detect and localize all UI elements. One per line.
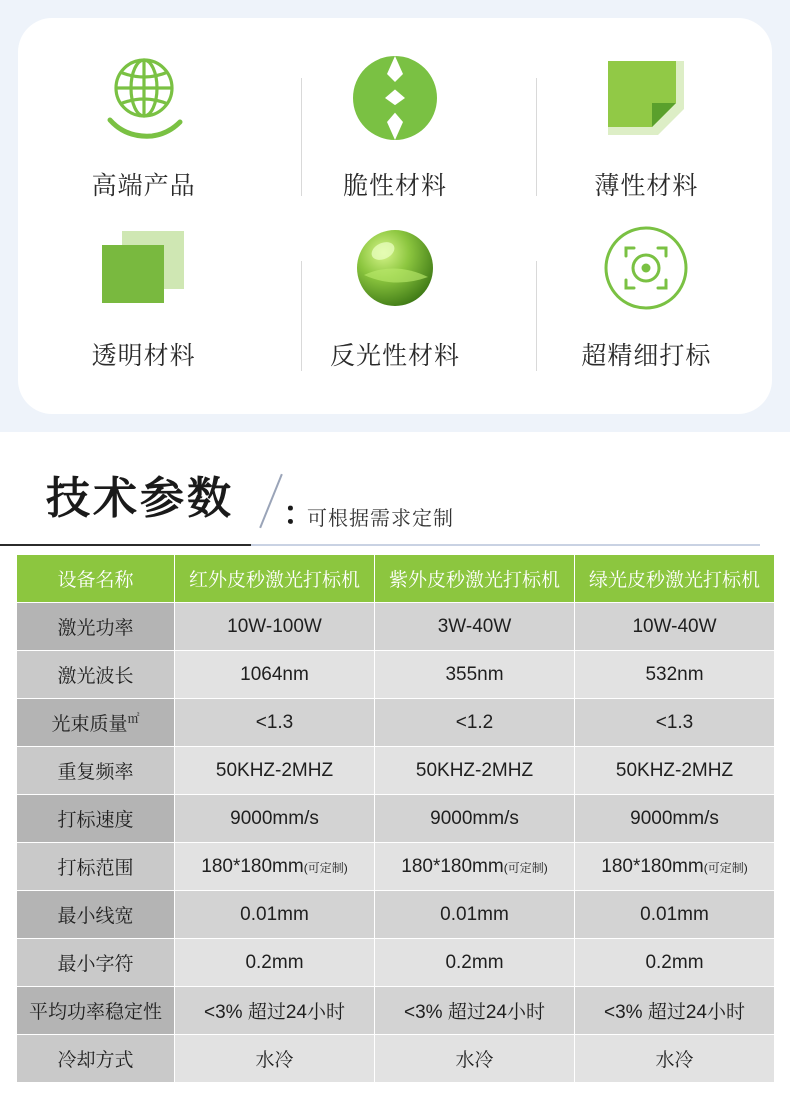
cell-value: 180*180mm(可定制) (375, 843, 575, 891)
thin-sheet-icon (602, 46, 690, 150)
cell-value: 50KHZ-2MHZ (175, 747, 375, 795)
cell-value: 180*180mm(可定制) (575, 843, 775, 891)
row-label: 打标范围 (17, 843, 175, 891)
row-label: 光束质量㎡ (17, 699, 175, 747)
feature-label: 脆性材料 (342, 172, 447, 200)
feature-item-transparent (18, 216, 269, 386)
feature-card (18, 18, 772, 414)
feature-label: 高端产品 (91, 172, 196, 200)
column-header-green: 绿光皮秒激光打标机 (575, 555, 775, 603)
cell-value: 0.2mm (575, 939, 775, 987)
feature-band (0, 0, 790, 432)
table-row (17, 1035, 775, 1083)
spec-table-body (17, 603, 775, 1083)
cell-value: 0.01mm (575, 891, 775, 939)
cell-value: 355nm (375, 651, 575, 699)
row-label: 最小线宽 (17, 891, 175, 939)
table-row (17, 939, 775, 987)
cell-value: 10W-100W (175, 603, 375, 651)
page-title: 技术参数 (46, 474, 234, 523)
table-row (17, 987, 775, 1035)
section-subtitle: 可根据需求定制 (307, 508, 454, 530)
globe-hand-icon (96, 46, 192, 150)
row-label: 平均功率稳定性 (17, 987, 175, 1035)
cell-value: 9000mm/s (375, 795, 575, 843)
table-row (17, 603, 775, 651)
feature-label: 超精细打标 (581, 342, 712, 370)
table-row (17, 651, 775, 699)
cell-value: 0.2mm (175, 939, 375, 987)
feature-label: 薄性材料 (594, 172, 699, 200)
cell-value: <3% 超过24小时 (175, 987, 375, 1035)
cell-value: <1.3 (575, 699, 775, 747)
feature-item-precision (521, 216, 772, 386)
row-label: 激光功率 (17, 603, 175, 651)
cell-value: 50KHZ-2MHZ (375, 747, 575, 795)
title-slash-decoration (259, 474, 283, 529)
cell-value: 0.2mm (375, 939, 575, 987)
cell-value: 水冷 (175, 1035, 375, 1083)
cell-value: 水冷 (375, 1035, 575, 1083)
cell-value: 9000mm/s (175, 795, 375, 843)
section-header (0, 454, 790, 536)
row-label: 打标速度 (17, 795, 175, 843)
feature-item-brittle (269, 46, 520, 216)
cell-value: 50KHZ-2MHZ (575, 747, 775, 795)
table-row (17, 891, 775, 939)
feature-grid (18, 46, 772, 386)
cell-value: 1064nm (175, 651, 375, 699)
cell-value: 0.01mm (375, 891, 575, 939)
feature-item-reflective (269, 216, 520, 386)
cracked-circle-icon (349, 46, 441, 150)
row-label: 冷却方式 (17, 1035, 175, 1083)
cell-value: 水冷 (575, 1035, 775, 1083)
feature-item-thin (521, 46, 772, 216)
transparent-square-icon (96, 216, 192, 320)
title-underline (0, 544, 760, 546)
table-row (17, 699, 775, 747)
table-row (17, 747, 775, 795)
spec-table (16, 554, 775, 1083)
cell-value: <1.2 (375, 699, 575, 747)
title-colon: ： (283, 495, 316, 531)
table-header-row (17, 555, 775, 603)
spec-table-head (17, 555, 775, 603)
cell-value: <3% 超过24小时 (375, 987, 575, 1035)
row-label: 重复频率 (17, 747, 175, 795)
cell-value: <3% 超过24小时 (575, 987, 775, 1035)
cell-value: <1.3 (175, 699, 375, 747)
reflective-sphere-icon (350, 216, 440, 320)
cell-value: 532nm (575, 651, 775, 699)
column-header-ir: 红外皮秒激光打标机 (175, 555, 375, 603)
cell-value: 180*180mm(可定制) (175, 843, 375, 891)
column-header-uv: 紫外皮秒激光打标机 (375, 555, 575, 603)
feature-label: 透明材料 (91, 342, 196, 370)
table-row (17, 795, 775, 843)
tech-parameters-section (0, 432, 790, 1094)
precision-target-icon (600, 216, 692, 320)
row-label: 最小字符 (17, 939, 175, 987)
feature-item-high-end (18, 46, 269, 216)
column-header-device: 设备名称 (17, 555, 175, 603)
cell-value: 10W-40W (575, 603, 775, 651)
row-label: 激光波长 (17, 651, 175, 699)
cell-value: 0.01mm (175, 891, 375, 939)
feature-label: 反光性材料 (329, 342, 460, 370)
table-row (17, 843, 775, 891)
cell-value: 3W-40W (375, 603, 575, 651)
cell-value: 9000mm/s (575, 795, 775, 843)
